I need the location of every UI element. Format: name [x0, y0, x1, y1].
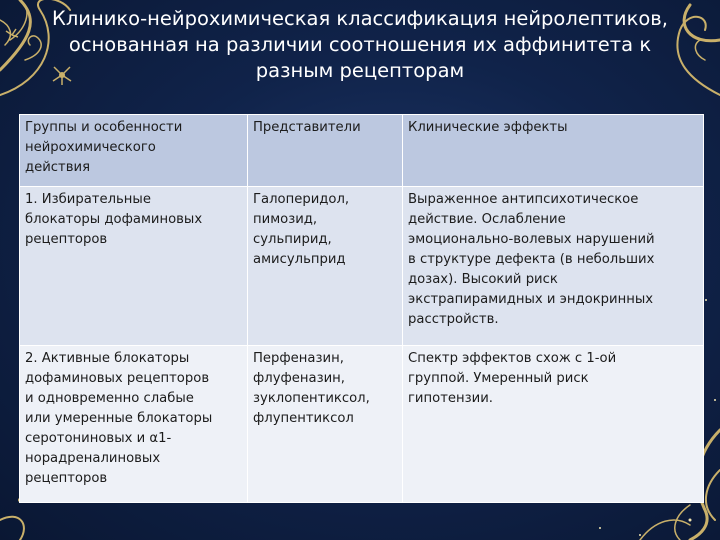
- effects-cell: Выраженное антипсихотическое действие. Ослабление эмоционально-волевых нарушений в структуре дефекта (в небольших дозах). Высокий риск экстрапирамидных и эндокринных расстройств.: [403, 187, 704, 346]
- header-representatives: Представители: [248, 115, 403, 187]
- effects-cell: Спектр эффектов схож с 1-ой группой. Умеренный риск гипотензии.: [403, 346, 704, 503]
- table-row: [20, 346, 704, 503]
- slide-title-line: разным рецепторам: [255, 59, 465, 82]
- representatives-cell: Галоперидол, пимозид, сульпирид, амисульприд: [248, 187, 403, 346]
- slide-title-line: основанная на различии соотношения их аффинитета к: [68, 33, 652, 56]
- slide-title: [20, 6, 700, 84]
- representatives-cell: Перфеназин, флуфеназин, зуклопентиксол, флупентиксол: [248, 346, 403, 503]
- group-cell: 2. Активные блокаторы дофаминовых рецепторов и одновременно слабые или умеренные блокаторы серотониновых и α1- норадреналиновых рецепторов: [20, 346, 248, 503]
- slide-title-line: Клинико-нейрохимическая классификация нейролептиков,: [52, 7, 668, 30]
- table-row: [20, 187, 704, 346]
- group-cell: 1. Избирательные блокаторы дофаминовых рецепторов: [20, 187, 248, 346]
- table-header-row: [20, 115, 704, 187]
- classification-table: [19, 114, 704, 503]
- header-clinical-effects: Клинические эффекты: [403, 115, 704, 187]
- header-groups: Группы и особенности нейрохимического действия: [20, 115, 248, 187]
